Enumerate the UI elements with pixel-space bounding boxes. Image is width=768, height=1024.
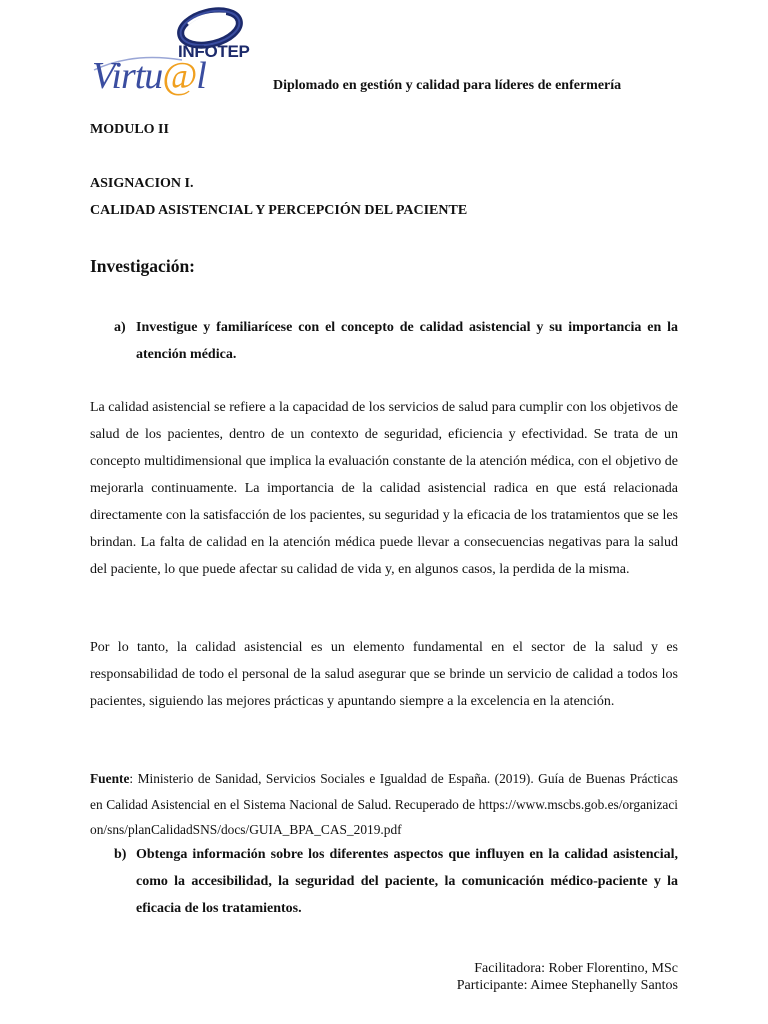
body-paragraph-2: Por lo tanto, la calidad asistencial es un elemento fundamental en el sector de la salud y es responsabilidad de todo el personal de la salud asegurar que se brinde un servicio de calidad a todos los pacientes, siguiendo las mejores prácticas y apuntando siempre a la excelencia en la atención. (90, 640, 678, 709)
assignment-title: CALIDAD ASISTENCIAL Y PERCEPCIÓN DEL PACIENTE (90, 203, 468, 218)
source-citation (90, 766, 678, 843)
facilitator-line: Facilitadora: Rober Florentino, MSc (474, 961, 678, 976)
question-b (114, 841, 678, 922)
section-title: Investigación: (90, 256, 195, 276)
infotep-virtual-logo (92, 4, 262, 96)
logo-wordmark: INFOTEP (178, 42, 250, 61)
question-a-text: Investigue y familiarícese con el concepto de calidad asistencial y su importancia en la atención médica. (136, 320, 678, 362)
footer-credits (457, 960, 678, 994)
question-b-letter: b) (114, 847, 127, 862)
module-heading: MODULO II (90, 122, 169, 137)
question-a (114, 314, 678, 368)
diploma-title: Diplomado en gestión y calidad para líderes de enfermería (273, 78, 622, 93)
participant-line: Participante: Aimee Stephanelly Santos (456, 978, 678, 993)
assignment-label: ASIGNACION I. (90, 176, 194, 191)
source-url[interactable]: https://www.mscbs.gob.es/organizacion/sns/planCalidadSNS/docs/GUIA_BPA_CAS_2019.pdf (90, 796, 678, 837)
source-text: : Ministerio de Sanidad, Servicios Sociales e Igualdad de España. (2019). Guía de Buenas Prácticas en Calidad Asistencial en el Sistema Nacional de Salud. Recuperado de (90, 771, 678, 812)
question-a-letter: a) (114, 320, 126, 335)
source-label: Fuente (90, 771, 130, 786)
logo-script-text: Virtu@l (92, 55, 206, 97)
question-b-text: Obtenga información sobre los diferentes aspectos que influyen en la calidad asistencial, como la accesibilidad, la seguridad del paciente, la comunicación médico-paciente y la eficacia de los tratamientos. (136, 847, 678, 916)
body-paragraph-1: La calidad asistencial se refiere a la capacidad de los servicios de salud para cumplir con los objetivos de salud de los pacientes, dentro de un contexto de seguridad, eficiencia y efectividad. Se trata de un concepto multidimensional que implica la evaluación constante de la atención médica, con el objetivo de mejorarla continuamente. La importancia de la calidad asistencial radica en que está relacionada directamente con la satisfacción de los pacientes, su seguridad y la eficacia de los tratamientos que se les brindan. La falta de calidad en la atención médica puede llevar a consecuencias negativas para la salud del paciente, lo que puede afectar su calidad de vida y, en algunos casos, la perdida de la misma. (90, 400, 678, 577)
